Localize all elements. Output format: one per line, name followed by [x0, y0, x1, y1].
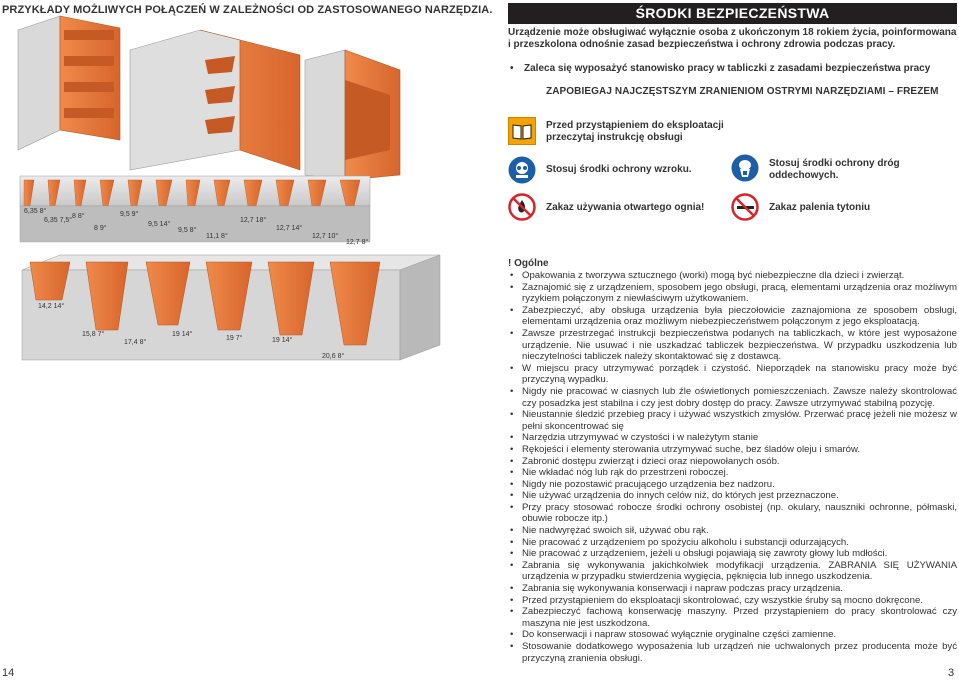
- warning-line: ZAPOBIEGAJ NAJCZĘSTSZYM ZRANIENIOM OSTRYMI NARZĘDZIAMI – FREZEM: [546, 86, 939, 97]
- list-item: • Nie pracować z urządzeniem, jeżeli u obsługi pojawiają się zawroty głowy lub mdłości.: [508, 548, 957, 560]
- station-bullet-text: Zaleca się wyposażyć stanowisko pracy w tabliczki z zasadami bezpieczeństwa pracy: [524, 63, 931, 74]
- general-rules-list: [508, 270, 957, 664]
- dim-bottom-3: 17,4 8°: [124, 339, 147, 346]
- dim-top-2: 6,35 7,5°: [44, 217, 73, 224]
- cutter-profiles-large: [22, 255, 440, 360]
- list-item: • Stosowanie dodatkowego wyposażenia lub urządzeń nie uchwalonych przez producenta może być przyczyną zranienia obsługi.: [508, 641, 957, 664]
- dovetail-joint-drawing: [130, 30, 300, 170]
- list-item: • Nie wkładać nóg lub rąk do przestrzeni roboczej.: [508, 467, 957, 479]
- list-item: • Nie pracować z urządzeniem po spożyciu alkoholu i substancji odurzających.: [508, 537, 957, 549]
- dim-top-9: 12,7 18°: [240, 217, 267, 224]
- dim-bottom-5: 19 7°: [226, 335, 243, 342]
- dim-top-12: 12,7 8°: [346, 239, 369, 246]
- dim-bottom-4: 19 14°: [172, 331, 193, 338]
- dim-bottom-2: 15,8 7°: [82, 331, 105, 338]
- list-item: • Zawsze przestrzegać instrukcji bezpieczeństwa podanych na tabliczkach, w które jest wyposażone urządzenie. Nie usuwać i nie uszkadzać tabliczek bezpieczeństwa. W przypadku uszkodzenia lub nieczytelności tabliczek należy skontaktować się z dostawcą.: [508, 328, 957, 363]
- dim-top-6: 9,5 14°: [148, 221, 171, 228]
- dim-top-4: 8 9°: [94, 225, 107, 232]
- eye-protection-text: Stosuj środki ochrony wzroku.: [546, 164, 692, 175]
- list-item: • Zaznajomić się z urządzeniem, sposobem jego obsługi, pracą, elementami urządzenia oraz możliwym ryzykiem połączonym z niewłaściwym użytkowaniem.: [508, 282, 957, 305]
- list-item: • Zabrania się wykonywania jakichkolwiek modyfikacji urządzenia. ZABRANIA SIĘ UŻYWANIA urządzenia w przypadku stwierdzenia wygięcia, pęknięcia lub innego uszkodzenia.: [508, 560, 957, 583]
- list-item: • Narzędzia utrzymywać w czystości i w należytym stanie: [508, 432, 957, 444]
- list-item: • Opakowania z tworzywa sztucznego (worki) mogą być niebezpieczne dla dzieci i zwierząt.: [508, 270, 957, 282]
- respirator-icon: [731, 154, 759, 182]
- list-item: • W miejscu pracy utrzymywać porządek i czystość. Nieporządek na stanowisku pracy może być przyczyną wypadku.: [508, 363, 957, 386]
- section-header: ŚRODKI BEZPIECZEŃSTWA: [508, 3, 957, 24]
- list-item: • Nie używać urządzenia do innych celów niż, do których jest przeznaczone.: [508, 490, 957, 502]
- list-item: • Zabezpieczyć fachową konserwację maszyny. Przed przystąpieniem do pracy skontrolować czy maszyna nie jest uszkodzona.: [508, 606, 957, 629]
- no-smoking-text: Zakaz palenia tytoniu: [769, 202, 871, 213]
- dim-top-7: 9,5 8°: [178, 227, 197, 234]
- list-item: • Nieustannie śledzić przebieg pracy i używać wszystkich zmysłów. Przerwać pracę jeżeli nie możesz w pełni skoncentrować się: [508, 409, 957, 432]
- dim-top-1: 6,35 8°: [24, 208, 47, 215]
- goggles-icon: [508, 156, 536, 184]
- general-heading: ! Ogólne: [508, 258, 549, 269]
- dim-top-11: 12,7 10°: [312, 233, 339, 240]
- list-item: • Nigdy nie pozostawić pracującego urządzenia bez nadzoru.: [508, 479, 957, 491]
- list-item: • Zabezpieczyć, aby obsługa urządzenia była pieczołowicie zaznajomiona ze sposobem obsługi, elementami urządzenia oraz możliwym niebezpieczeństwem połączonym z jego eksploatacją.: [508, 305, 957, 328]
- page-number-left: 14: [2, 667, 15, 679]
- list-item: • Zabronić dostępu zwierząt i dzieci oraz niepowołanych osób.: [508, 456, 957, 468]
- dim-top-10: 12,7 14°: [276, 225, 303, 232]
- breath-protection-text: Stosuj środki ochrony dróg oddechowych.: [769, 158, 900, 181]
- left-page-title: PRZYKŁADY MOŻLIWYCH POŁĄCZEŃ W ZALEŻNOŚCI OD ZASTOSOWANEGO NARZĘDZIA.: [2, 4, 493, 16]
- intro-text: Urządzenie może obsługiwać wyłącznie osoba z ukończonym 18 rokiem życia, poinformowana i przeszkolona odnośnie zasad bezpieczeństwa i ochrony zdrowia podczas pracy.: [508, 27, 957, 50]
- list-item: • Zabrania się wykonywania konserwacji i napraw podczas pracy urządzenia.: [508, 583, 957, 595]
- dim-top-8: 11,1 8°: [206, 233, 228, 240]
- list-item: • Przed przystąpieniem do eksploatacji skontrolować, czy wszystkie śruby są mocno dokręcone.: [508, 595, 957, 607]
- dim-bottom-6: 19 14°: [272, 337, 293, 344]
- dim-bottom-1: 14,2 14°: [38, 303, 65, 310]
- no-fire-text: Zakaz używania otwartego ognia!: [546, 202, 705, 213]
- manual-sign-text: Przed przystąpieniem do eksploatacji przeczytaj instrukcję obsługi: [546, 120, 724, 143]
- list-item: • Rękojeści i elementy sterowania utrzymywać suche, bez śladów oleju i smarów.: [508, 444, 957, 456]
- dim-top-5: 9,5 9°: [120, 211, 139, 218]
- book-icon: [508, 117, 536, 145]
- list-item: • Przy pracy stosować robocze środki ochrony osobistej (np. okulary, nauszniki ochronne, półmaski, obuwie robocze itp.): [508, 502, 957, 525]
- station-bullet: • Zaleca się wyposażyć stanowisko pracy w tabliczki z zasadami bezpieczeństwa pracy: [510, 63, 931, 74]
- dim-top-3: 8 8°: [72, 213, 85, 220]
- no-fire-icon: [508, 193, 536, 221]
- no-smoking-icon: [731, 193, 759, 221]
- box-joint-drawing: [18, 16, 120, 150]
- list-item: • Nie nadwyrężać swoich sił, używać obu rąk.: [508, 525, 957, 537]
- list-item: • Nigdy nie pracować w ciasnych lub źle oświetlonych pomieszczeniach. Zawsze należy skontrolować czy posadzka jest stabilna i czy jest dobry dostęp do pracy. Zawsze utrzymywać stabilną pozycję.: [508, 386, 957, 409]
- frame-joint-drawing: [305, 50, 400, 180]
- dim-bottom-7: 20,6 8°: [322, 353, 345, 360]
- list-item: • Do konserwacji i napraw stosować wyłącznie oryginalne części zamienne.: [508, 629, 957, 641]
- page-number-right: 3: [948, 667, 955, 679]
